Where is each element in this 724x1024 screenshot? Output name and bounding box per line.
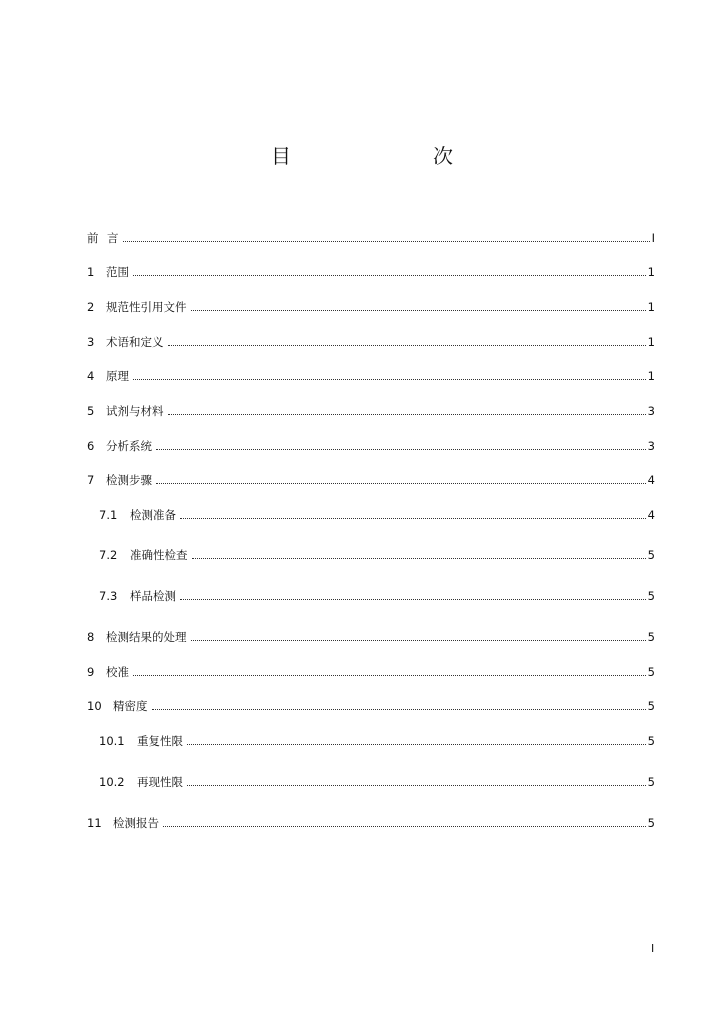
toc-entry-number: 8 [87, 630, 95, 644]
toc-leader-dots [133, 274, 646, 276]
toc-entry-page: 1 [647, 265, 655, 279]
toc-entry-page: 1 [647, 335, 655, 349]
toc-leader-dots [163, 825, 646, 827]
toc-entry-label: 规范性引用文件 [106, 300, 187, 314]
toc-entry-label: 言 [107, 231, 119, 245]
toc-entry-10-1[interactable] [99, 732, 655, 748]
toc-entry-7-1[interactable] [99, 506, 655, 522]
toc-leader-dots [168, 344, 646, 346]
toc-leader-dots [133, 674, 646, 676]
toc-leader-dots [191, 309, 646, 311]
toc-entry-page: 1 [647, 369, 655, 383]
toc-entry-label: 校准 [106, 665, 129, 679]
toc-entry-7[interactable] [87, 471, 655, 487]
toc-entry-label: 重复性限 [137, 734, 183, 748]
toc-entry-page: 5 [647, 665, 655, 679]
toc-entry-label: 检测准备 [130, 508, 176, 522]
toc-entry-label: 术语和定义 [106, 335, 164, 349]
toc-entry-label: 检测步骤 [106, 473, 152, 487]
toc-entry-number: 6 [87, 439, 95, 453]
toc-leader-dots [156, 482, 646, 484]
toc-entry-page: 5 [647, 734, 655, 748]
toc-entry-page: 4 [647, 473, 655, 487]
toc-entry-page: 5 [647, 775, 655, 789]
toc-entry-label: 范围 [106, 265, 129, 279]
toc-entry-1[interactable] [87, 263, 655, 279]
toc-leader-dots [123, 240, 650, 242]
toc-leader-dots [180, 517, 646, 519]
toc-entry-number: 5 [87, 404, 95, 418]
toc-entry-11[interactable] [87, 814, 655, 830]
toc-entry-7-3[interactable] [99, 587, 655, 603]
toc-entry-number: 9 [87, 665, 95, 679]
toc-entry-page: 5 [647, 816, 655, 830]
toc-entry-10-2[interactable] [99, 773, 655, 789]
toc-leader-dots [152, 708, 646, 710]
toc-entry-page: 1 [647, 300, 655, 314]
toc-leader-dots [192, 557, 646, 559]
toc-entry-8[interactable] [87, 628, 655, 644]
toc-entry-page: 5 [647, 630, 655, 644]
toc-leader-dots [187, 743, 646, 745]
footer-page-number: I [651, 942, 655, 955]
toc-entry-label: 样品检测 [130, 589, 176, 603]
toc-entry-label: 原理 [106, 369, 129, 383]
toc-entry-number: 1 [87, 265, 95, 279]
toc-entry-number: 11 [87, 816, 102, 830]
toc-entry-4[interactable] [87, 367, 655, 383]
toc-entry-2[interactable] [87, 298, 655, 314]
toc-entry-number: 7.2 [99, 548, 118, 562]
toc-entry-page: 3 [647, 404, 655, 418]
toc-entry-5[interactable] [87, 402, 655, 418]
toc-entry-foreword[interactable] [87, 229, 655, 245]
toc-leader-dots [156, 448, 646, 450]
toc-entry-page: 5 [647, 589, 655, 603]
toc-entry-number: 前 [87, 231, 99, 245]
toc-entry-number: 10.1 [99, 734, 125, 748]
toc-entry-page: I [651, 231, 655, 245]
toc-entry-number: 4 [87, 369, 95, 383]
toc-entry-3[interactable] [87, 333, 655, 349]
toc-entry-label: 检测结果的处理 [106, 630, 187, 644]
toc-leader-dots [168, 413, 646, 415]
toc-entry-number: 10 [87, 699, 102, 713]
toc-leader-dots [180, 598, 646, 600]
toc-entry-6[interactable] [87, 437, 655, 453]
toc-leader-dots [187, 784, 646, 786]
toc-entry-label: 分析系统 [106, 439, 152, 453]
toc-entry-number: 3 [87, 335, 95, 349]
toc-entry-number: 7.3 [99, 589, 118, 603]
toc-entry-label: 再现性限 [137, 775, 183, 789]
toc-entry-9[interactable] [87, 663, 655, 679]
toc-entry-7-2[interactable] [99, 546, 655, 562]
toc-entry-label: 精密度 [113, 699, 148, 713]
toc-leader-dots [191, 639, 646, 641]
toc-entry-page: 4 [647, 508, 655, 522]
toc-leader-dots [133, 378, 646, 380]
toc-entry-page: 3 [647, 439, 655, 453]
toc-entry-number: 2 [87, 300, 95, 314]
toc-entry-number: 7.1 [99, 508, 118, 522]
toc-entry-number: 10.2 [99, 775, 125, 789]
toc-entry-label: 检测报告 [113, 816, 159, 830]
toc-entry-page: 5 [647, 699, 655, 713]
toc-entry-number: 7 [87, 473, 95, 487]
toc-entry-label: 试剂与材料 [106, 404, 164, 418]
toc-entry-10[interactable] [87, 697, 655, 713]
toc-entry-label: 准确性检查 [130, 548, 188, 562]
toc-entry-page: 5 [647, 548, 655, 562]
page-title: 目 次 [271, 144, 487, 168]
